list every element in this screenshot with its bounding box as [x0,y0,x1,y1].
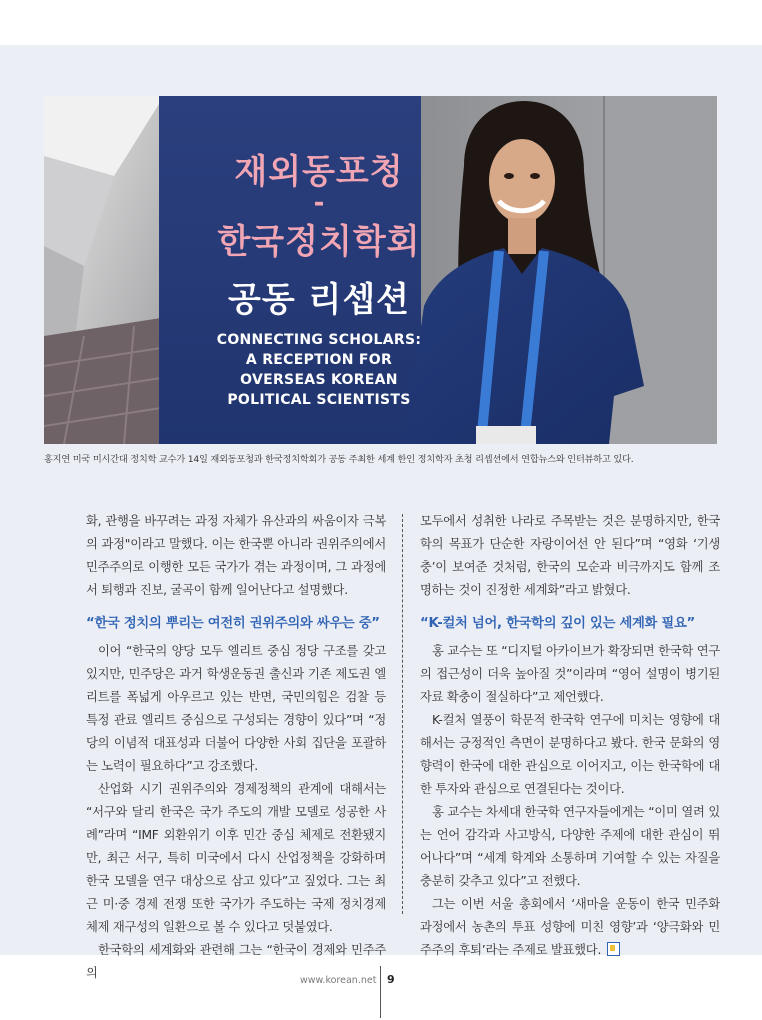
banner-en-line: A RECEPTION FOR [245,352,393,368]
banner-en-line: CONNECTING SCHOLARS: [216,332,422,348]
body-paragraph: 홍 교수는 또 “디지털 아카이브가 확장되면 한국학 연구의 접근성이 더욱 높아질 것”이라며 “영어 설명이 병기된 자료 확충이 절실하다”고 제언했다. [420,644,720,704]
column-divider [402,514,403,914]
banner-en-line: OVERSEAS KOREAN [240,372,398,388]
right-column [420,510,720,962]
body-paragraph: 홍 교수는 차세대 한국학 연구자들에게는 “이미 열려 있는 언어 감각과 사고방식, 다양한 주제에 대한 관심이 뛰어나다”며 “세계 학계와 소통하며 기여할 수 있는 자질을 충분히 갖추고 있다”고 전했다. [420,805,720,888]
banner-title-line3: 공동 리셉션 [227,280,411,320]
footer-divider [380,966,381,1018]
banner-title-dash: - [313,188,325,218]
page-number: 9 [387,973,395,986]
banner-title-line1: 재외동포청 [234,152,404,192]
body-paragraph: 화, 관행을 바꾸려는 과정 자체가 유산과의 싸움이자 극복의 과정"이라고 말했다. 이는 한국뿐 아니라 권위주의에서 민주주의로 이행한 모든 국가가 겪는 과정이며, 그 과정에서 퇴행과 진보, 굴곡이 함께 일어난다고 설명했다. [86,514,386,597]
article-end-icon [607,942,620,956]
body-paragraph: 산업화 시기 권위주의와 경제정책의 관계에 대해서는 “서구와 달리 한국은 국가 주도의 개발 모델로 성공한 사례”라며 “IMF 외환위기 이후 민간 중심 체제로 전환됐지만, 최근 서구, 특히 미국에서 다시 산업정책을 강화하며 한국 모델을 연구 대상으로 삼고 있다”고 짚었다. 그는 최근 미·중 경제 전쟁 또한 국가가 주도하는 국제 정치경제 체제 재구성의 일환으로 볼 수 있다고 덧붙였다. [86,782,386,934]
banner-english-text [164,330,474,410]
banner-en-line: POLITICAL SCIENTISTS [227,392,411,408]
body-paragraph: 한국학의 세계화와 관련해 그는 “한국이 경제와 민주주의 [86,943,386,980]
section-heading: “K-컬처 넘어, 한국학의 깊이 있는 세계화 필요” [420,616,695,631]
article-photo [44,96,717,444]
section-heading: “한국 정치의 뿌리는 여전히 권위주의와 싸우는 중” [86,616,380,631]
closing-text: 그는 이번 서울 총회에서 ‘새마을 운동이 한국 민주화 과정에서 농촌의 투표 성향에 미친 영향’과 ‘양극화와 민주주의 후퇴’라는 주제로 발표했다. [420,897,720,957]
body-paragraph-last [420,893,720,962]
photo-caption: 홍지연 미국 미시간대 정치학 교수가 14일 재외동포청과 한국정치학회가 공동 주최한 세계 한인 정치학자 초청 리셉션에서 연합뉴스와 인터뷰하고 있다. [44,454,634,465]
left-column [86,510,386,985]
body-paragraph: 이어 “한국의 양당 모두 엘리트 중심 정당 구조를 갖고 있지만, 민주당은 과거 학생운동권 출신과 기존 제도권 엘리트를 폭넓게 아우르고 있는 반면, 국민의힘은 검찰 등 특정 관료 엘리트 중심으로 구성되는 경향이 있다”며 “정당의 이념적 대표성과 더불어 다양한 사회 집단을 포괄하는 노력이 필요하다”고 강조했다. [86,644,386,773]
banner-title-line2: 한국정치학회 [217,222,421,262]
body-paragraph: K-컬처 열풍이 학문적 한국학 연구에 미치는 영향에 대해서는 긍정적인 측면이 분명하다고 봤다. 한국 문화의 영향력이 한국에 대한 관심으로 이어지고, 이는 한국학에 대한 투자와 관심으로 연결된다는 것이다. [420,713,720,796]
footer-url[interactable]: www.korean.net [300,975,377,986]
body-paragraph: 모두에서 성취한 나라로 주목받는 것은 분명하지만, 한국학의 목표가 단순한 자랑이어선 안 된다”며 “영화 ‘기생충’이 보여준 것처럼, 한국의 모순과 비극까지도 함께 조명하는 것이 진정한 세계화”라고 밝혔다. [420,514,720,597]
